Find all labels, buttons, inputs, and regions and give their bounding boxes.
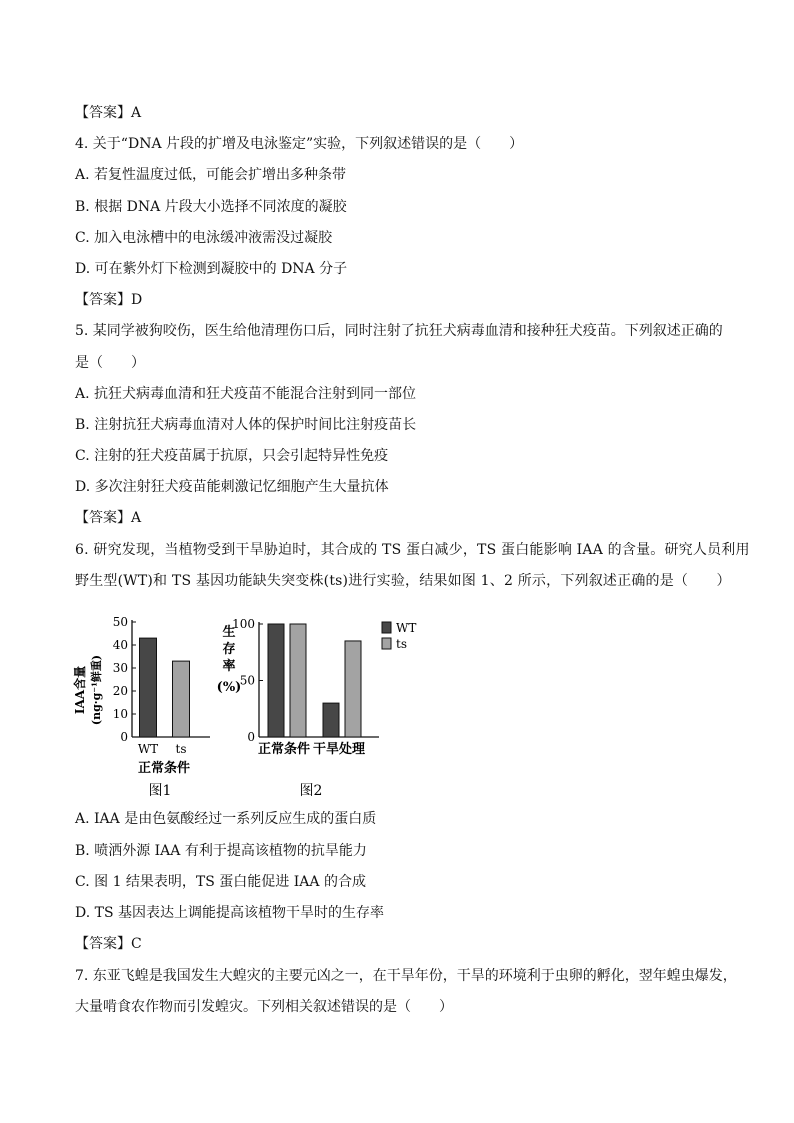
fig2-legend-swatch-wt	[382, 622, 391, 633]
fig1-bar-ts	[173, 661, 190, 737]
figure-1-bar-chart	[70, 612, 210, 802]
question-6-option-a: A. IAA 是由色氨酸经过一系列反应生成的蛋白质	[75, 811, 377, 827]
fig2-ylabel-part: 率	[222, 659, 236, 674]
fig2-bar-wt-1	[323, 703, 339, 737]
fig2-caption: 图2	[299, 783, 323, 799]
figure-2-bar-chart	[215, 612, 417, 802]
question-6-stem-line1: 6. 研究发现，当植物受到干旱胁迫时，其合成的 TS 蛋白减少，TS 蛋白能影响 IAA 的含量。研究人员利用	[75, 542, 750, 558]
fig1-y-tick-label: 20	[112, 684, 128, 698]
answer-q6: 【答案】C	[75, 936, 142, 952]
question-5-stem-line2: 是（ ）	[75, 355, 145, 371]
question-4-option-c: C. 加入电泳槽中的电泳缓冲液需没过凝胶	[75, 230, 333, 246]
fig1-y-tick-label: 0	[120, 730, 128, 744]
fig1-ylabel-line1: IAA含量	[73, 665, 87, 715]
answer-q5: 【答案】A	[75, 510, 142, 526]
fig1-bar-wt	[140, 638, 157, 737]
fig2-x-tick-label: 正常条件	[257, 742, 311, 757]
fig1-y-tick-label: 30	[112, 661, 128, 675]
answer-q4: 【答案】D	[75, 292, 143, 308]
fig1-ylabel-line2: (ng·g⁻¹鲜重)	[90, 654, 103, 726]
fig1-caption: 图1	[148, 783, 172, 799]
question-5-option-a: A. 抗狂犬病毒血清和狂犬疫苗不能混合注射到同一部位	[75, 386, 417, 402]
fig2-x-tick-label: 干旱处理	[312, 742, 366, 757]
fig2-legend-label-wt: WT	[396, 621, 417, 635]
question-5-option-d: D. 多次注射狂犬疫苗能刺激记忆细胞产生大量抗体	[75, 479, 389, 495]
question-6-option-d: D. TS 基因表达上调能提高该植物干旱时的生存率	[75, 905, 385, 921]
fig2-ylabel-part: (%)	[216, 680, 242, 695]
fig1-y-tick-label: 40	[112, 638, 128, 652]
fig2-y-tick-label: 100	[232, 617, 255, 631]
question-7-stem-line2: 大量啃食农作物而引发蝗灾。下列相关叙述错误的是（ ）	[75, 999, 453, 1015]
fig1-xlabel: 正常条件	[137, 761, 191, 776]
fig1-y-tick-label: 10	[112, 707, 128, 721]
fig2-legend-label-ts: ts	[396, 637, 407, 651]
question-4-option-b: B. 根据 DNA 片段大小选择不同浓度的凝胶	[75, 199, 347, 215]
question-4-option-d: D. 可在紫外灯下检测到凝胶中的 DNA 分子	[75, 261, 348, 277]
question-6-option-c: C. 图 1 结果表明，TS 蛋白能促进 IAA 的合成	[75, 874, 366, 890]
question-4-stem: 4. 关于“DNA 片段的扩增及电泳鉴定”实验，下列叙述错误的是（ ）	[75, 136, 524, 152]
fig2-y-tick-label: 0	[247, 730, 255, 744]
fig1-x-tick-label: ts	[175, 742, 187, 756]
fig2-y-tick-label: 50	[239, 673, 255, 688]
fig2-legend-swatch-ts	[382, 638, 391, 649]
question-5-stem-line1: 5. 某同学被狗咬伤，医生给他清理伤口后，同时注射了抗狂犬病毒血清和接种狂犬疫苗。下列叙述正确的	[75, 323, 723, 339]
fig2-ylabel-part: 生	[222, 625, 236, 640]
question-5-option-c: C. 注射的狂犬疫苗属于抗原，只会引起特异性免疫	[75, 448, 389, 464]
question-7-stem-line1: 7. 东亚飞蝗是我国发生大蝗灾的主要元凶之一，在干旱年份，干旱的环境利于虫卵的孵化，翌年蝗虫爆发，	[75, 968, 737, 984]
question-6-option-b: B. 喷洒外源 IAA 有利于提高该植物的抗旱能力	[75, 843, 367, 859]
fig2-bar-ts-0	[290, 624, 306, 737]
fig2-bar-ts-1	[345, 641, 361, 737]
fig1-y-tick-label: 50	[112, 615, 128, 629]
fig2-ylabel-part: 存	[222, 642, 236, 657]
question-4-option-a: A. 若复性温度过低，可能会扩增出多种条带	[75, 167, 347, 183]
question-5-option-b: B. 注射抗狂犬病毒血清对人体的保护时间比注射疫苗长	[75, 417, 417, 433]
question-6-stem-line2: 野生型(WT)和 TS 基因功能缺失突变株(ts)进行实验，结果如图 1、2 所示，下列叙述正确的是（ ）	[75, 573, 731, 589]
answer-q3: 【答案】A	[75, 105, 142, 121]
fig1-x-tick-label: WT	[137, 742, 159, 756]
fig2-bar-wt-0	[268, 624, 284, 737]
